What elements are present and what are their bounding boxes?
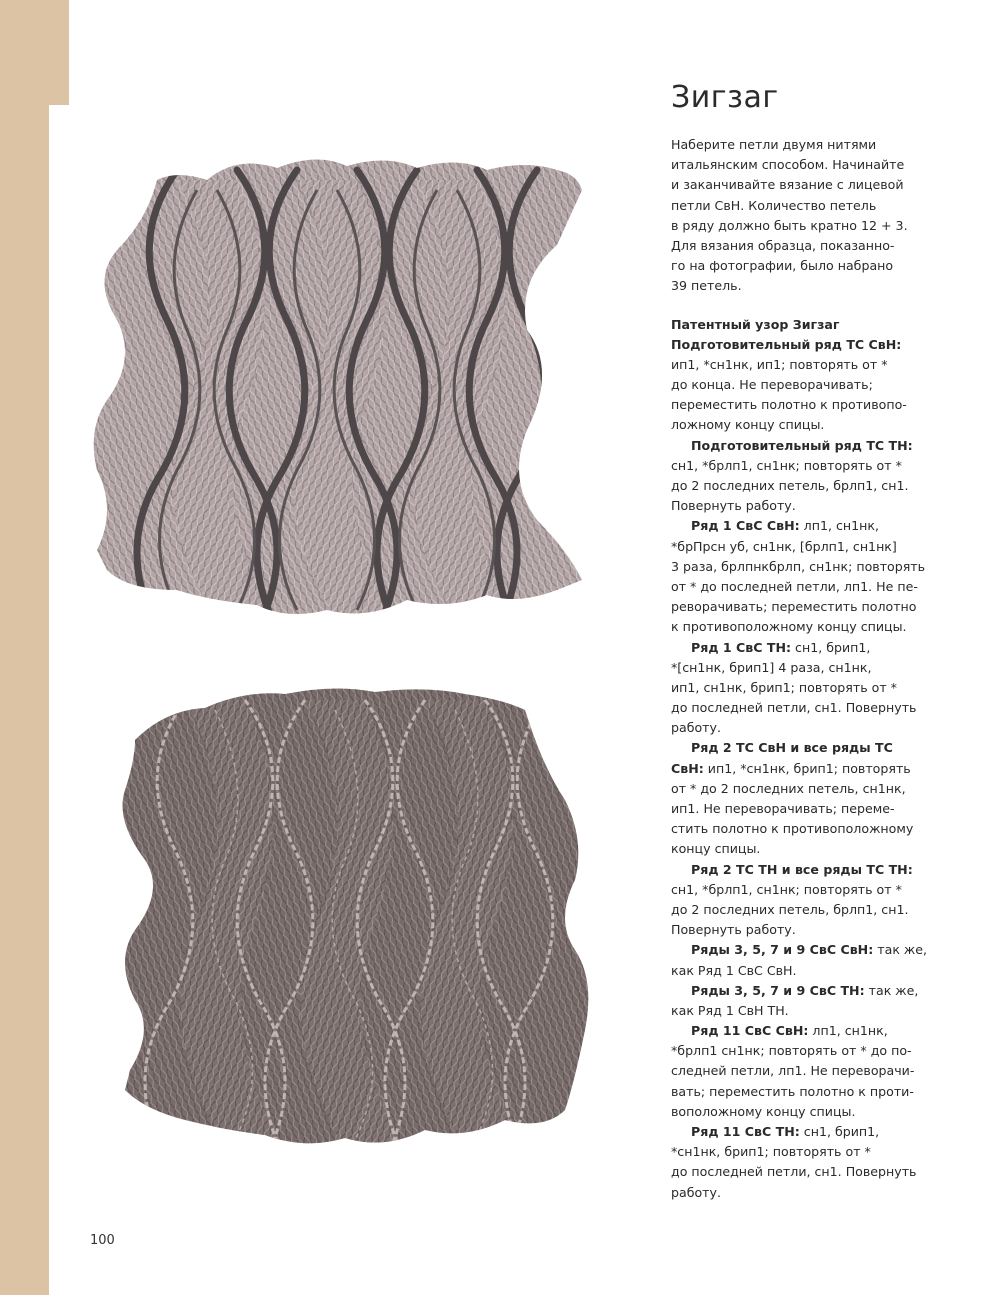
instruction-heading: Подготовительный ряд ТС ТН: [691,437,913,453]
instruction-line [671,860,933,880]
instruction-line [671,1183,933,1203]
intro-paragraph [671,135,933,297]
instruction-heading: Ряд 2 ТС ТН и все ряды ТС ТН: [691,861,913,877]
instruction-line [671,839,933,859]
instruction-text: до конца. Не переворачивать; [671,377,873,393]
instruction-line [671,456,933,476]
intro-line: и заканчивайте вязание с лицевой [671,177,904,193]
instruction-line [671,597,933,617]
instruction-text: *сн1нк, брип1; повторять от * [671,1144,871,1160]
knit-swatch-photo-top [87,150,597,644]
instruction-text: работу. [671,1184,721,1200]
instruction-text: так же, [873,942,928,958]
instruction-line [671,436,933,456]
instruction-line [671,617,933,637]
instruction-text: до последней петли, сн1. Повернуть [671,1164,917,1180]
instruction-line [671,577,933,597]
instruction-line [671,638,933,658]
instruction-text: сн1, *брлп1, сн1нк; повторять от * [671,457,902,473]
instruction-line [671,496,933,516]
instruction-text: от * до последней петли, лп1. Не пе- [671,578,918,594]
instruction-heading: Ряды 3, 5, 7 и 9 СвС СвН: [691,942,874,958]
instruction-text: ип1, сн1нк, брип1; повторять от * [671,679,897,695]
instructions-column [671,135,933,1203]
instruction-line [671,537,933,557]
instruction-line [671,718,933,738]
instruction-line [671,315,933,335]
instruction-heading: Ряд 1 СвС ТН: [691,639,792,655]
instruction-text: ложному концу спицы. [671,417,825,433]
instruction-heading: Ряды 3, 5, 7 и 9 СвС ТН: [691,982,865,998]
instruction-line [671,476,933,496]
instruction-text: от * до 2 последних петель, сн1нк, [671,780,906,796]
instruction-text: 3 раза, брлпнкбрлп, сн1нк; повторять [671,558,926,574]
instruction-text: лп1, сн1нк, [808,1023,888,1039]
instruction-line [671,738,933,758]
instruction-text: вать; переместить полотно к проти- [671,1083,914,1099]
instruction-line [671,355,933,375]
margin-band-left [0,105,49,1295]
instruction-heading: Ряд 2 ТС СвН и все ряды ТС [691,740,893,756]
instruction-text: как Ряд 1 СвН ТН. [671,1002,789,1018]
instruction-line [671,779,933,799]
instruction-text: концу спицы. [671,841,761,857]
page-number: 100 [90,1233,115,1248]
instruction-text: до 2 последних петель, брлп1, сн1. [671,478,909,493]
instruction-text: *брПрсн уб, сн1нк, [брлп1, сн1нк] [671,538,897,554]
instruction-line [671,395,933,415]
intro-line: петли СвН. Количество петель [671,197,877,213]
instruction-line [671,799,933,819]
instruction-text: до 2 последних петель, брлп1, сн1. [671,901,909,917]
knit-swatch-photo-bottom [105,680,600,1164]
instruction-text: так же, [864,982,919,998]
instruction-line [671,1102,933,1122]
instruction-heading: Патентный узор Зигзаг [671,316,840,332]
instruction-heading: Ряд 11 СвС СвН: [691,1023,809,1039]
instruction-line [671,1142,933,1162]
instruction-heading: Подготовительный ряд ТС СвН: [671,336,902,352]
instruction-line [671,1082,933,1102]
instruction-text: как Ряд 1 СвС СвН. [671,962,797,978]
instruction-text: сн1, брип1, [799,1124,880,1139]
instruction-heading: СвН: [671,760,704,776]
instruction-line [671,678,933,698]
instruction-text: *брлп1 сн1нк; повторять от * до по- [671,1043,912,1059]
margin-band-top [0,0,69,105]
instruction-line [671,557,933,577]
intro-line: 39 петель. [671,278,742,294]
intro-line: Для вязания образца, показанно- [671,237,895,253]
instruction-text: Повернуть работу. [671,498,796,514]
instruction-line [671,1001,933,1021]
instruction-line [671,375,933,395]
instruction-text: к противоположному концу спицы. [671,619,907,635]
instruction-line [671,759,933,779]
instruction-line [671,698,933,718]
instruction-line [671,415,933,435]
instruction-line [671,940,933,960]
instruction-text: до последней петли, сн1. Повернуть [671,700,917,716]
instruction-line [671,1041,933,1061]
instruction-line [671,516,933,536]
instruction-line [671,1061,933,1081]
instruction-line [671,900,933,920]
instruction-line [671,981,933,1001]
instruction-text: ип1, *сн1нк, ип1; повторять от * [671,356,888,372]
instruction-text: реворачивать; переместить полотно [671,599,917,615]
intro-line: итальянским способом. Начинайте [671,157,905,173]
instruction-text: стить полотно к противоположному [671,821,914,837]
instruction-line [671,920,933,940]
instruction-heading: Ряд 1 СвС СвН: [691,518,800,534]
instruction-text: работу. [671,720,721,736]
instruction-text: переместить полотно к противопо- [671,397,907,413]
instruction-text: воположному концу спицы. [671,1103,856,1119]
instruction-text: сн1, брип1, [791,639,871,655]
instruction-line [671,961,933,981]
instruction-line [671,880,933,900]
instruction-line [671,819,933,839]
intro-line: в ряду должно быть кратно 12 + 3. [671,217,908,233]
instruction-line [671,1162,933,1182]
instruction-heading: Ряд 11 СвС ТН: [691,1124,800,1139]
instruction-text: ип1, *сн1нк, брип1; повторять [703,760,911,776]
page-title: Зигзаг [671,80,779,115]
pattern-instructions [671,315,933,1203]
intro-line: го на фотографии, было набрано [671,258,894,274]
instruction-text: ип1. Не переворачивать; переме- [671,801,895,816]
instruction-text: *[сн1нк, брип1] 4 раза, сн1нк, [671,659,872,675]
intro-line: Наберите петли двумя нитями [671,137,877,152]
instruction-text: следней петли, лп1. Не переворачи- [671,1063,915,1079]
instruction-text: Повернуть работу. [671,922,796,938]
instruction-line [671,658,933,678]
instruction-text: лп1, сн1нк, [799,518,879,534]
instruction-line [671,335,933,355]
instruction-line [671,1021,933,1041]
instruction-text: сн1, *брлп1, сн1нк; повторять от * [671,881,902,897]
instruction-line [671,1122,933,1142]
